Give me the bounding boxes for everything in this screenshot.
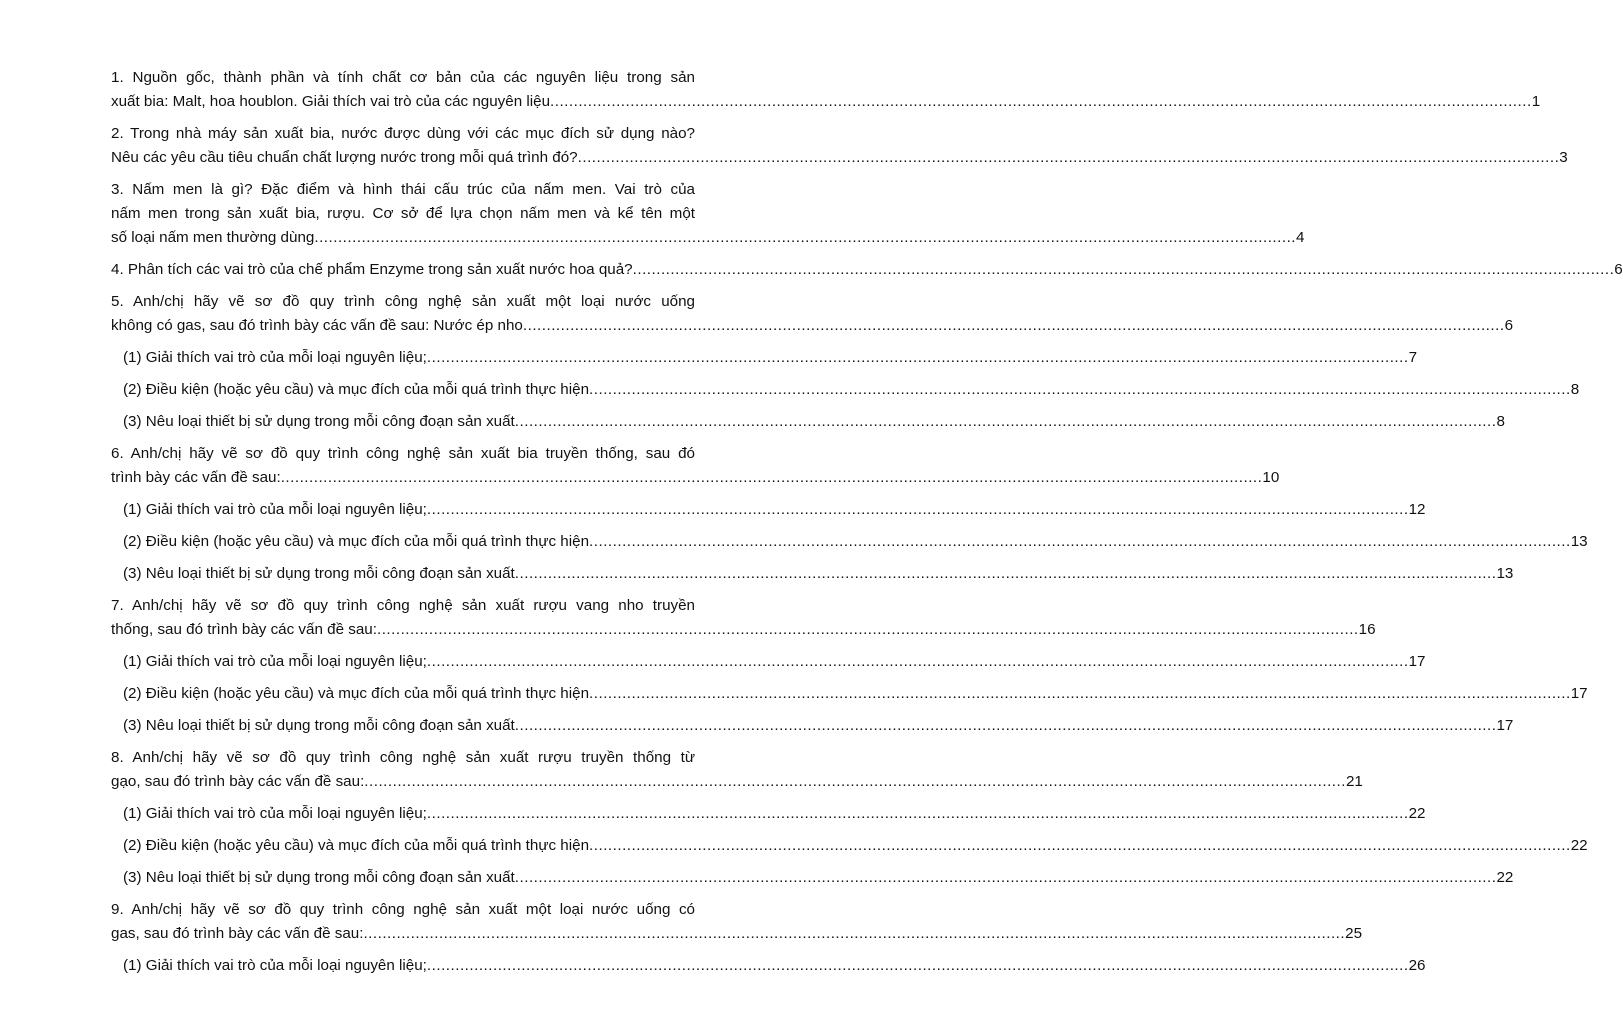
toc-entry-title: (2) Điều kiện (hoặc yêu cầu) và mục đích của mỗi quá trình thực hiện bbox=[123, 533, 590, 550]
toc-entry-last-line bbox=[123, 650, 1426, 674]
toc-dot-leader bbox=[515, 866, 1497, 890]
toc-page-number: 8 bbox=[1496, 413, 1505, 430]
toc-page-number: 17 bbox=[1496, 717, 1514, 734]
toc-page-number: 22 bbox=[1496, 869, 1514, 886]
toc-dot-leader bbox=[314, 226, 1296, 250]
toc-entry-e7c[interactable] bbox=[111, 714, 1514, 738]
toc-dot-leader bbox=[427, 498, 1409, 522]
toc-entry-text-line: 2. Trong nhà máy sản xuất bia, nước được dùng với các mục đích sử dụng nào? bbox=[111, 125, 695, 142]
toc-page-number: 1 bbox=[1531, 93, 1541, 110]
toc-entry-title: (1) Giải thích vai trò của mỗi loại nguyên liệu; bbox=[123, 957, 427, 974]
toc-dot-leader bbox=[523, 314, 1505, 338]
toc-entry-title: gas, sau đó trình bày các vấn đề sau: bbox=[111, 925, 364, 942]
toc-entry-e7[interactable] bbox=[111, 594, 1376, 642]
toc-entry-last-line bbox=[123, 714, 1514, 738]
toc-entry-last-line bbox=[111, 770, 1363, 794]
toc-dot-leader bbox=[515, 562, 1497, 586]
toc-entry-title: (1) Giải thích vai trò của mỗi loại nguyên liệu; bbox=[123, 501, 427, 518]
toc-dot-leader bbox=[578, 146, 1560, 170]
toc-entry-last-line bbox=[111, 258, 1623, 282]
toc-dot-leader bbox=[427, 650, 1409, 674]
toc-entry-e1[interactable] bbox=[111, 66, 1541, 114]
toc-entry-last-line bbox=[123, 530, 1588, 554]
toc-entry-e8c[interactable] bbox=[111, 866, 1514, 890]
toc-page-number: 22 bbox=[1570, 837, 1588, 854]
toc-entry-title: (2) Điều kiện (hoặc yêu cầu) và mục đích của mỗi quá trình thực hiện bbox=[123, 685, 590, 702]
toc-page-number: 26 bbox=[1408, 957, 1426, 974]
toc-entry-title: (1) Giải thích vai trò của mỗi loại nguyên liệu; bbox=[123, 653, 427, 670]
toc-dot-leader bbox=[427, 802, 1409, 826]
toc-entry-text-line: 9. Anh/chị hãy vẽ sơ đồ quy trình công nghệ sản xuất một loại nước uống có bbox=[111, 901, 695, 918]
toc-entry-title: (2) Điều kiện (hoặc yêu cầu) và mục đích của mỗi quá trình thực hiện bbox=[123, 381, 590, 398]
toc-entry-e8[interactable] bbox=[111, 746, 1363, 794]
toc-entry-last-line bbox=[111, 466, 1280, 490]
toc-dot-leader bbox=[377, 618, 1359, 642]
toc-page-number: 8 bbox=[1570, 381, 1580, 398]
toc-entry-last-line bbox=[123, 834, 1588, 858]
toc-page-number: 25 bbox=[1345, 925, 1363, 942]
toc-dot-leader bbox=[363, 922, 1345, 946]
toc-page-number: 13 bbox=[1496, 565, 1514, 582]
toc-dot-leader bbox=[589, 834, 1571, 858]
toc-entry-title: xuất bia: Malt, hoa houblon. Giải thích vai trò của các nguyên liệu bbox=[111, 93, 551, 110]
toc-entry-text-line: 6. Anh/chị hãy vẽ sơ đồ quy trình công nghệ sản xuất bia truyền thống, sau đó bbox=[111, 445, 695, 462]
toc-entry-e7a[interactable] bbox=[111, 650, 1426, 674]
toc-dot-leader bbox=[589, 530, 1571, 554]
toc-entry-e5c[interactable] bbox=[111, 410, 1505, 434]
toc-entry-last-line bbox=[123, 866, 1514, 890]
toc-entry-e5[interactable] bbox=[111, 290, 1514, 338]
toc-entry-last-line bbox=[123, 498, 1426, 522]
toc-entry-e9a[interactable] bbox=[111, 954, 1426, 978]
toc-entry-e6[interactable] bbox=[111, 442, 1280, 490]
toc-page-number: 4 bbox=[1296, 229, 1305, 246]
toc-entry-e3[interactable] bbox=[111, 178, 1305, 250]
toc-page-number: 17 bbox=[1408, 653, 1426, 670]
toc-dot-leader bbox=[550, 90, 1532, 114]
toc-entry-last-line bbox=[123, 346, 1418, 370]
toc-entry-e8b[interactable] bbox=[111, 834, 1588, 858]
toc-entry-text-line: 7. Anh/chị hãy vẽ sơ đồ quy trình công nghệ sản xuất rượu vang nho truyền bbox=[111, 597, 695, 614]
toc-entry-title: thống, sau đó trình bày các vấn đề sau: bbox=[111, 621, 377, 638]
toc-entry-title: (3) Nêu loại thiết bị sử dụng trong mỗi công đoạn sản xuất bbox=[123, 869, 515, 886]
toc-entry-last-line bbox=[111, 90, 1541, 114]
toc-dot-leader bbox=[589, 682, 1571, 706]
toc-entry-e7b[interactable] bbox=[111, 682, 1588, 706]
toc-entry-e6c[interactable] bbox=[111, 562, 1514, 586]
toc-entry-e6b[interactable] bbox=[111, 530, 1588, 554]
toc-entry-last-line bbox=[123, 802, 1426, 826]
toc-entry-title: (3) Nêu loại thiết bị sử dụng trong mỗi công đoạn sản xuất bbox=[123, 565, 515, 582]
toc-entry-last-line bbox=[111, 314, 1514, 338]
toc-entry-last-line bbox=[123, 562, 1514, 586]
toc-dot-leader bbox=[589, 378, 1571, 402]
toc-dot-leader bbox=[427, 954, 1409, 978]
toc-entry-title: (1) Giải thích vai trò của mỗi loại nguyên liệu; bbox=[123, 805, 427, 822]
toc-entry-title: (3) Nêu loại thiết bị sử dụng trong mỗi công đoạn sản xuất bbox=[123, 413, 515, 430]
toc-entry-last-line bbox=[123, 410, 1505, 434]
toc-entry-e2[interactable] bbox=[111, 122, 1568, 170]
toc-entry-title: 4. Phân tích các vai trò của chế phẩm Enzyme trong sản xuất nước hoa quả? bbox=[111, 261, 633, 278]
toc-entry-title: Nêu các yêu cầu tiêu chuẩn chất lượng nước trong mỗi quá trình đó? bbox=[111, 149, 578, 166]
toc-entry-last-line bbox=[123, 378, 1580, 402]
toc-entry-e6a[interactable] bbox=[111, 498, 1426, 522]
toc-page-number: 12 bbox=[1408, 501, 1426, 518]
toc-entry-e8a[interactable] bbox=[111, 802, 1426, 826]
toc-page-number: 6 bbox=[1504, 317, 1514, 334]
toc-entry-last-line bbox=[111, 146, 1568, 170]
toc-entry-title: trình bày các vấn đề sau: bbox=[111, 469, 281, 486]
toc-page-number: 13 bbox=[1570, 533, 1588, 550]
toc-entry-title: gạo, sau đó trình bày các vấn đề sau: bbox=[111, 773, 365, 790]
toc-entry-last-line bbox=[123, 682, 1588, 706]
toc-dot-leader bbox=[364, 770, 1346, 794]
toc-entry-e4[interactable] bbox=[111, 258, 1623, 282]
toc-page-number: 16 bbox=[1358, 621, 1376, 638]
toc-entry-e5b[interactable] bbox=[111, 378, 1580, 402]
toc-page-number: 22 bbox=[1408, 805, 1426, 822]
toc-entry-text-line: 5. Anh/chị hãy vẽ sơ đồ quy trình công nghệ sản xuất một loại nước uống bbox=[111, 293, 695, 310]
toc-entry-e9[interactable] bbox=[111, 898, 1363, 946]
toc-entry-last-line bbox=[123, 954, 1426, 978]
toc-page-number: 6 bbox=[1614, 261, 1623, 278]
toc-page-number: 3 bbox=[1559, 149, 1568, 166]
toc-entry-last-line bbox=[111, 618, 1376, 642]
toc-entry-title: (2) Điều kiện (hoặc yêu cầu) và mục đích của mỗi quá trình thực hiện bbox=[123, 837, 590, 854]
toc-page-number: 10 bbox=[1262, 469, 1280, 486]
toc-entry-title: (1) Giải thích vai trò của mỗi loại nguyên liệu; bbox=[123, 349, 427, 366]
toc-entry-e5a[interactable] bbox=[111, 346, 1418, 370]
toc-entry-text-line: 8. Anh/chị hãy vẽ sơ đồ quy trình công nghệ sản xuất rượu truyền thống từ bbox=[111, 749, 695, 766]
toc-dot-leader bbox=[633, 258, 1615, 282]
toc-entry-text-line: 3. Nấm men là gì? Đặc điểm và hình thái cấu trúc của nấm men. Vai trò của bbox=[111, 181, 695, 198]
toc-entry-title: không có gas, sau đó trình bày các vấn đề sau: Nước ép nho bbox=[111, 317, 523, 334]
toc-entry-last-line bbox=[111, 226, 1305, 250]
table-of-contents bbox=[111, 66, 1623, 986]
toc-entry-text-line: 1. Nguồn gốc, thành phần và tính chất cơ bản của các nguyên liệu trong sản bbox=[111, 69, 695, 86]
toc-page-number: 7 bbox=[1408, 349, 1418, 366]
toc-entry-last-line bbox=[111, 922, 1363, 946]
toc-dot-leader bbox=[515, 410, 1497, 434]
toc-page-number: 21 bbox=[1345, 773, 1363, 790]
toc-entry-title: số loại nấm men thường dùng bbox=[111, 229, 315, 246]
toc-dot-leader bbox=[515, 714, 1497, 738]
toc-entry-text-line: nấm men trong sản xuất bia, rượu. Cơ sở để lựa chọn nấm men và kể tên một bbox=[111, 205, 695, 222]
toc-dot-leader bbox=[427, 346, 1409, 370]
toc-dot-leader bbox=[281, 466, 1263, 490]
toc-entry-title: (3) Nêu loại thiết bị sử dụng trong mỗi công đoạn sản xuất bbox=[123, 717, 515, 734]
toc-page-number: 17 bbox=[1570, 685, 1588, 702]
